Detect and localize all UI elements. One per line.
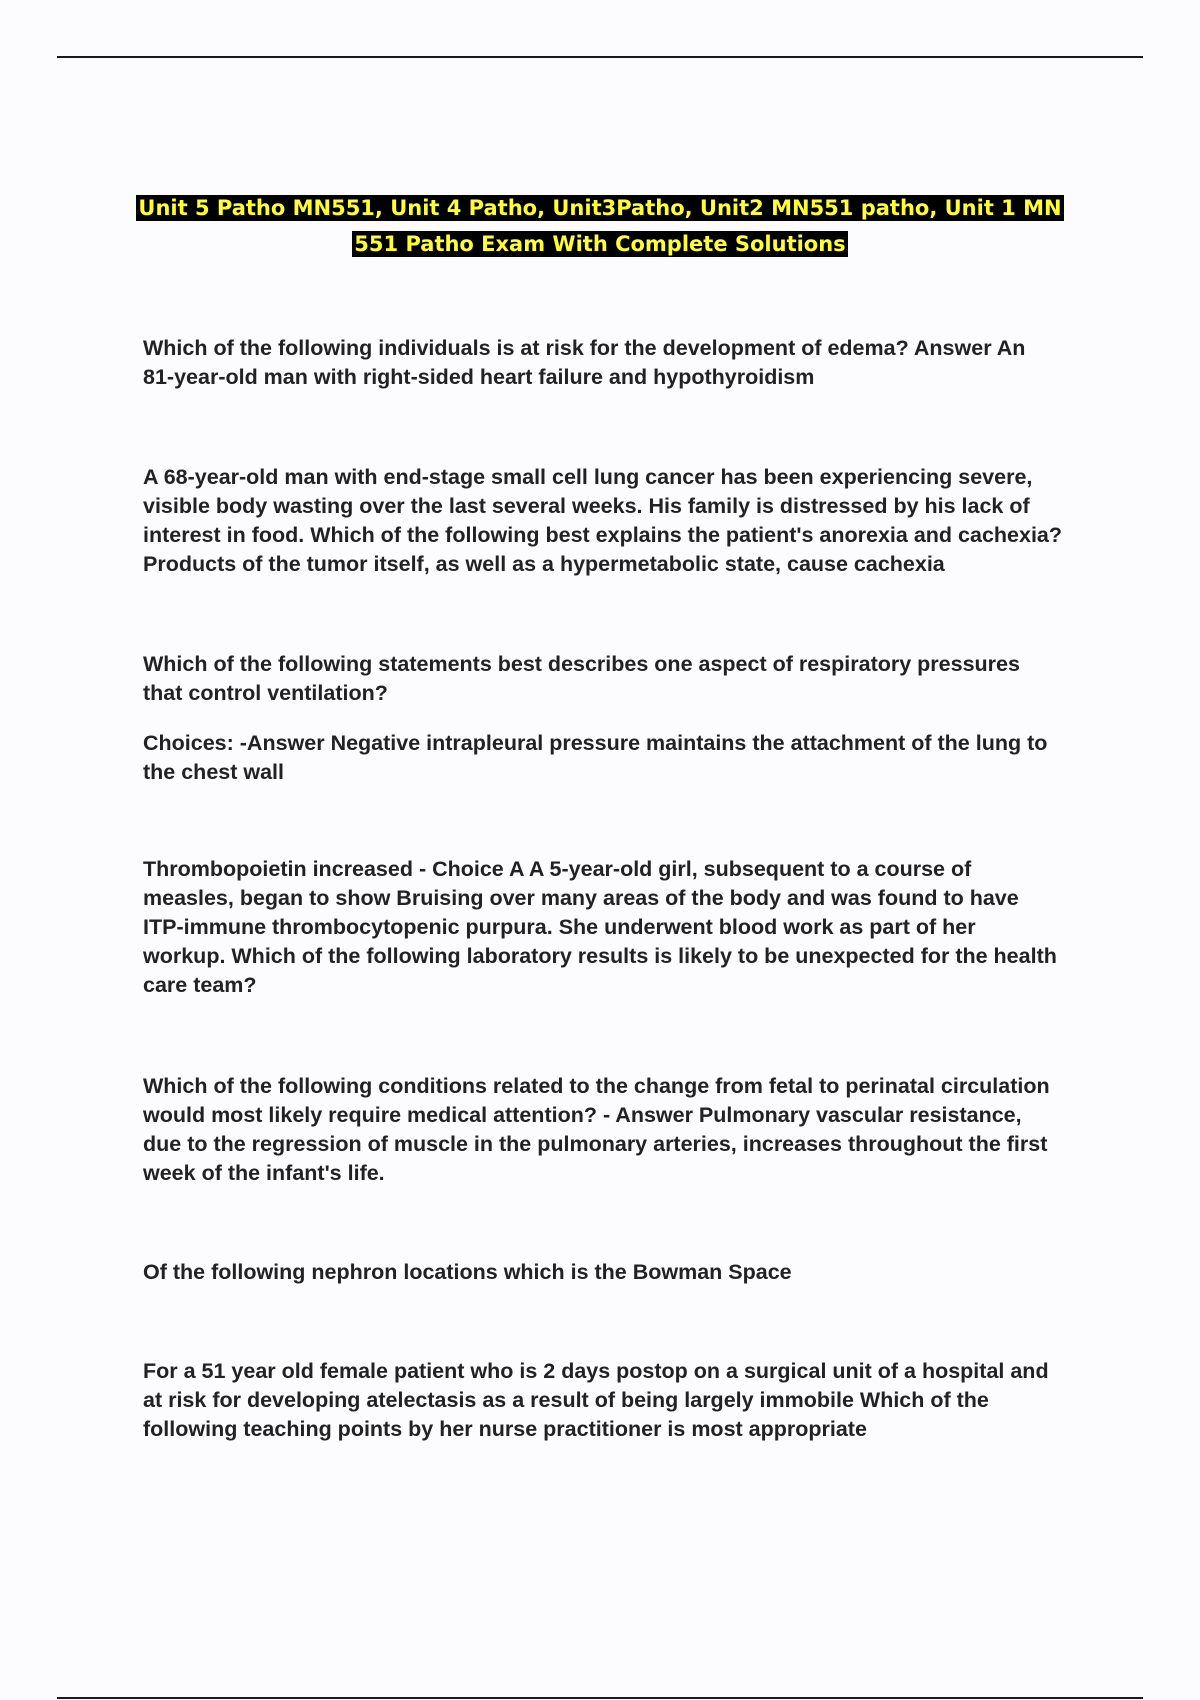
paragraph-line: at risk for developing atelectasis as a result of being largely immobile Which of the — [143, 1388, 989, 1412]
paragraph-line: would most likely require medical attention? - Answer Pulmonary vascular resistance, — [143, 1103, 1022, 1127]
question-paragraph-3 — [143, 650, 1093, 708]
answer-paragraph-3 — [143, 729, 1093, 787]
paragraph-line: interest in food. Which of the following best explains the patient's anorexia and cachexia? — [143, 523, 1063, 547]
paragraph-line: care team? — [143, 973, 257, 997]
paragraph-line: Of the following nephron locations which is the Bowman Space — [143, 1260, 792, 1284]
document-title — [100, 190, 1100, 262]
paragraph-line: ITP-immune thrombocytopenic purpura. She underwent blood work as part of her — [143, 915, 976, 939]
paragraph-line: following teaching points by her nurse practitioner is most appropriate — [143, 1417, 867, 1441]
paragraph-line: that control ventilation? — [143, 681, 388, 705]
question-paragraph-2 — [143, 463, 1093, 579]
paragraph-line: For a 51 year old female patient who is 2 days postop on a surgical unit of a hospital and — [143, 1359, 1049, 1383]
question-paragraph-7 — [143, 1357, 1093, 1444]
paragraph-line: measles, began to show Bruising over many areas of the body and was found to have — [143, 886, 1019, 910]
paragraph-line: the chest wall — [143, 760, 284, 784]
paragraph-line: Which of the following statements best describes one aspect of respiratory pressures — [143, 652, 1020, 676]
paragraph-line: Products of the tumor itself, as well as a hypermetabolic state, cause cachexia — [143, 552, 945, 576]
paragraph-line: workup. Which of the following laboratory results is likely to be unexpected for the health — [143, 944, 1057, 968]
paragraph-line: Choices: -Answer Negative intrapleural pressure maintains the attachment of the lung to — [143, 731, 1048, 755]
paragraph-line: due to the regression of muscle in the pulmonary arteries, increases throughout the first — [143, 1132, 1048, 1156]
title-line-1: Unit 5 Patho MN551, Unit 4 Patho, Unit3Patho, Unit2 MN551 patho, Unit 1 MN — [138, 196, 1062, 220]
question-paragraph-5 — [143, 1072, 1093, 1188]
title-line-2: 551 Patho Exam With Complete Solutions — [354, 232, 846, 256]
paragraph-line: Which of the following conditions related to the change from fetal to perinatal circulation — [143, 1074, 1050, 1098]
paragraph-line: 81-year-old man with right-sided heart failure and hypothyroidism — [143, 365, 815, 389]
paragraph-line: A 68-year-old man with end-stage small cell lung cancer has been experiencing severe, — [143, 465, 1033, 489]
top-rule — [57, 56, 1143, 58]
paragraph-line: visible body wasting over the last several weeks. His family is distressed by his lack of — [143, 494, 1030, 518]
paragraph-line: Thrombopoietin increased - Choice A A 5-year-old girl, subsequent to a course of — [143, 857, 972, 881]
paragraph-line: Which of the following individuals is at risk for the development of edema? Answer An — [143, 336, 1026, 360]
bottom-rule — [57, 1697, 1143, 1699]
question-paragraph-1 — [143, 334, 1093, 392]
question-paragraph-4 — [143, 855, 1093, 1000]
paragraph-line: week of the infant's life. — [143, 1161, 385, 1185]
question-paragraph-6 — [143, 1258, 1093, 1287]
